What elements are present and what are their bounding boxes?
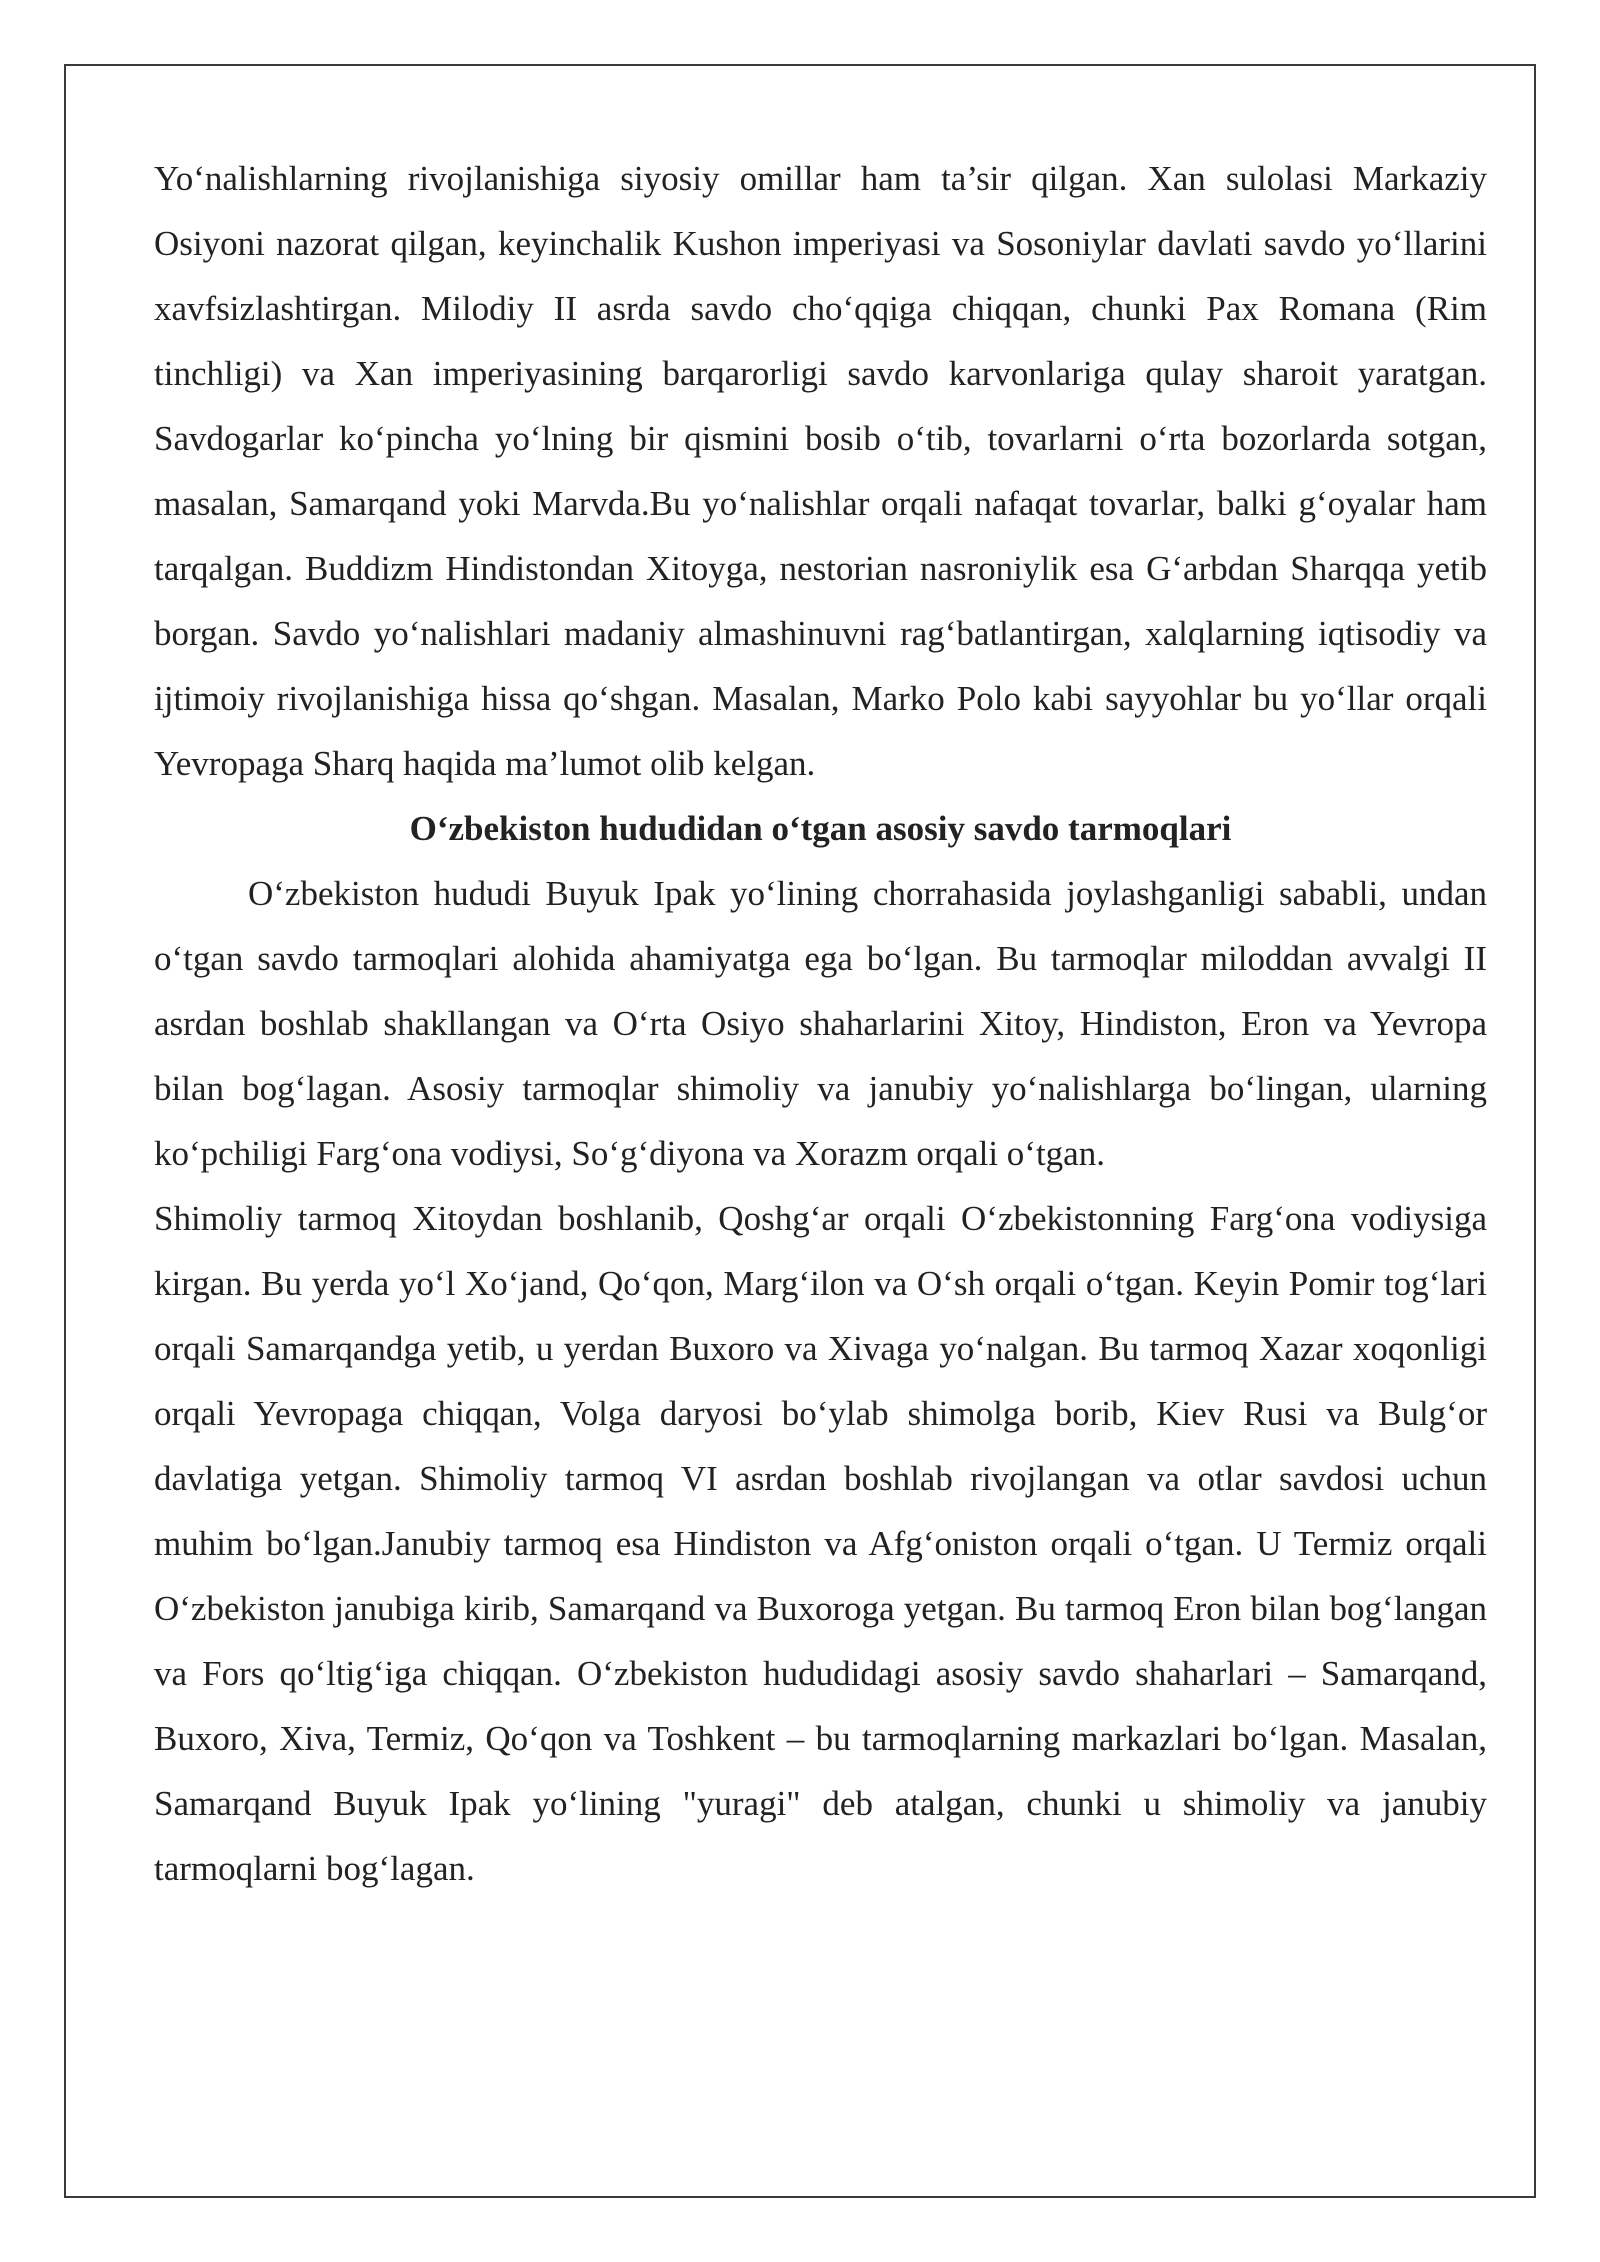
document-body <box>154 146 1487 1901</box>
paragraph-political-factors: Yo‘nalishlarning rivojlanishiga siyosiy omillar ham ta’sir qilgan. Xan sulolasi Markaziy Osiyoni nazorat qilgan, keyinchalik Kushon imperiyasi va Sosoniylar davlati savdo yo‘llarini xavfsizlashtirgan. Milodiy II asrda savdo cho‘qqiga chiqqan, chunki Pax Romana (Rim tinchligi) va Xan imperiyasining barqarorligi savdo karvonlariga qulay sharoit yaratgan. Savdogarlar ko‘pincha yo‘lning bir qismini bosib o‘tib, tovarlarni o‘rta bozorlarda sotgan, masalan, Samarqand yoki Marvda.Bu yo‘nalishlar orqali nafaqat tovarlar, balki g‘oyalar ham tarqalgan. Buddizm Hindistondan Xitoyga, nestorian nasroniylik esa G‘arbdan Sharqqa yetib borgan. Savdo yo‘nalishlari madaniy almashinuvni rag‘batlantirgan, xalqlarning iqtisodiy va ijtimoiy rivojlanishiga hissa qo‘shgan. Masalan, Marko Polo kabi sayyohlar bu yo‘llar orqali Yevropaga Sharq haqida ma’lumot olib kelgan. <box>154 159 1487 783</box>
paragraph-trade-networks: O‘zbekiston hududi Buyuk Ipak yo‘lining chorrahasida joylashganligi sababli, undan o‘tgan savdo tarmoqlari alohida ahamiyatga ega bo‘lgan. Bu tarmoqlar miloddan avvalgi II asrdan boshlab shakllangan va O‘rta Osiyo shaharlarini Xitoy, Hindiston, Eron va Yevropa bilan bog‘lagan. Asosiy tarmoqlar shimoliy va janubiy yo‘nalishlarga bo‘lingan, ularning ko‘pchiligi Farg‘ona vodiysi, So‘g‘diyona va Xorazm orqali o‘tgan. <box>154 874 1487 1173</box>
paragraph-northern-southern-routes: Shimoliy tarmoq Xitoydan boshlanib, Qoshg‘ar orqali O‘zbekistonning Farg‘ona vodiysiga kirgan. Bu yerda yo‘l Xo‘jand, Qo‘qon, Marg‘ilon va O‘sh orqali o‘tgan. Keyin Pomir tog‘lari orqali Samarqandga yetib, u yerdan Buxoro va Xivaga yo‘nalgan. Bu tarmoq Xazar xoqonligi orqali Yevropaga chiqqan, Volga daryosi bo‘ylab shimolga borib, Kiev Rusi va Bulg‘or davlatiga yetgan. Shimoliy tarmoq VI asrdan boshlab rivojlangan va otlar savdosi uchun muhim bo‘lgan.Janubiy tarmoq esa Hindiston va Afg‘oniston orqali o‘tgan. U Termiz orqali O‘zbekiston janubiga kirib, Samarqand va Buxoroga yetgan. Bu tarmoq Eron bilan bog‘langan va Fors qo‘ltig‘iga chiqqan. O‘zbekiston hududidagi asosiy savdo shaharlari – Samarqand, Buxoro, Xiva, Termiz, Qo‘qon va Toshkent – bu tarmoqlarning markazlari bo‘lgan. Masalan, Samarqand Buyuk Ipak yo‘lining "yuragi" deb atalgan, chunki u shimoliy va janubiy tarmoqlarni bog‘lagan. <box>154 1199 1487 1888</box>
section-heading: O‘zbekiston hududidan o‘tgan asosiy savdo tarmoqlari <box>409 809 1232 848</box>
